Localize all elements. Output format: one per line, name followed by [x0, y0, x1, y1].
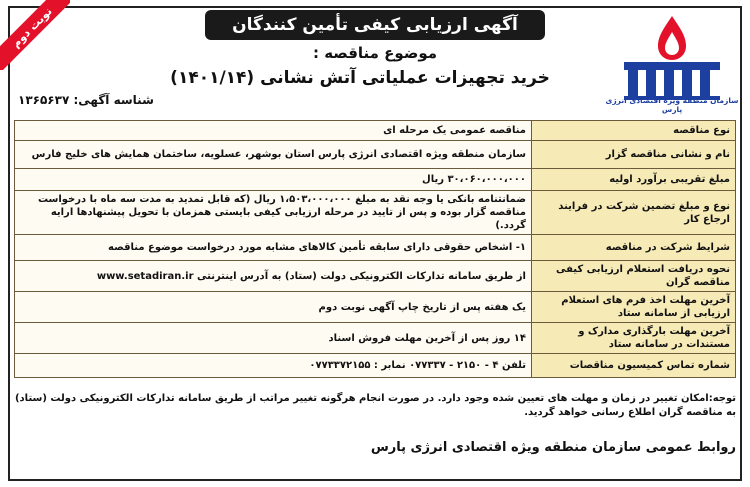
row-value: ضمانتنامه بانکی یا وجه نقد به مبلغ ۱،۵۰۳،۰۰۰،۰۰۰ ریال (که قابل تمدید به مدت سه ماه با درخواست مناقصه گزار بوده و پس از تایید در مرحله ارزیابی کیفی بایستی همزمان با تحویل پیشنهادها ارایه گردد.) — [15, 191, 532, 235]
table-row — [15, 354, 736, 378]
row-value: ۳۰،۰۶۰،۰۰۰،۰۰۰ ریال — [15, 169, 532, 191]
tender-info-table — [14, 120, 736, 378]
row-value: یک هفته پس از تاریخ چاپ آگهی نوبت دوم — [15, 292, 532, 323]
row-key: نوع و مبلغ تضمین شرکت در فرایند ارجاع کار — [532, 191, 736, 235]
row-key: نوع مناقصه — [532, 121, 736, 141]
public-relations-footer: روابط عمومی سازمان منطقه ویژه اقتصادی انرژی پارس — [370, 440, 736, 455]
table-row — [15, 191, 736, 235]
setadiran-link[interactable]: www.setadiran.ir — [96, 270, 194, 282]
table-row — [15, 235, 736, 261]
row-value: سازمان منطقه ویژه اقتصادی انرژی پارس استان بوشهر، عسلویه، ساختمان همایش های خلیج فارس — [15, 141, 532, 169]
row-key: آخرین مهلت بارگذاری مدارک و مستندات در سامانه ستاد — [532, 323, 736, 354]
change-notice: توجه:امکان تغییر در زمان و مهلت های تعیین شده وجود دارد. در صورت انجام هرگونه تغییر مراتب از طریق سامانه تدارکات الکترونیکی دولت (ستاد) به مناقصه گران اطلاع رسانی خواهد گردید. — [14, 393, 736, 418]
table-row — [15, 121, 736, 141]
row-key: آخرین مهلت اخذ فرم های استعلام ارزیابی از سامانه ستاد — [532, 292, 736, 323]
row-key: نحوه دریافت استعلام ارزیابی کیفی مناقصه گران — [532, 261, 736, 292]
row-value: مناقصه عمومی یک مرحله ای — [15, 121, 532, 141]
row-value — [15, 261, 532, 292]
row-key: مبلغ تقریبی برآورد اولیه — [532, 169, 736, 191]
subject-label: موضوع مناقصه : — [312, 44, 438, 62]
row-key: شرایط شرکت در مناقصه — [532, 235, 736, 261]
second-edition-ribbon — [0, 0, 70, 70]
row-value: ۱- اشخاص حقوقی دارای سابقه تأمین کالاهای مشابه مورد درخواست موضوع مناقصه — [15, 235, 532, 261]
table-row — [15, 261, 736, 292]
table-row — [15, 292, 736, 323]
nioc-logo-icon — [608, 12, 736, 108]
row-value: ۱۴ روز پس از آخرین مهلت فروش اسناد — [15, 323, 532, 354]
row-key: شماره تماس کمیسیون مناقصات — [532, 354, 736, 378]
table-row — [15, 141, 736, 169]
banner-title: آگهی ارزیابی کیفی تأمین کنندگان — [205, 10, 545, 40]
table-row — [15, 169, 736, 191]
logo-caption: سازمان منطقه ویژه اقتصادی انرژی پارس — [605, 96, 739, 114]
ribbon-label: نوبت دوم — [0, 0, 70, 70]
ad-number: شناسه آگهی: ۱۳۶۵۶۳۷ — [18, 93, 154, 107]
table-row — [15, 323, 736, 354]
row-value-text: از طریق سامانه تدارکات الکترونیکی دولت (ستاد) به آدرس اینترنتی — [197, 270, 526, 282]
subject-title: خرید تجهیزات عملیاتی آتش نشانی (۱۴۰۱/۱۴) — [170, 68, 550, 88]
row-key: نام و نشانی مناقصه گزار — [532, 141, 736, 169]
row-value: تلفن ۴ - ۲۱۵۰ - ۰۷۷۳۳۷ نمابر : ۰۷۷۳۳۷۲۱۵۵ — [15, 354, 532, 378]
